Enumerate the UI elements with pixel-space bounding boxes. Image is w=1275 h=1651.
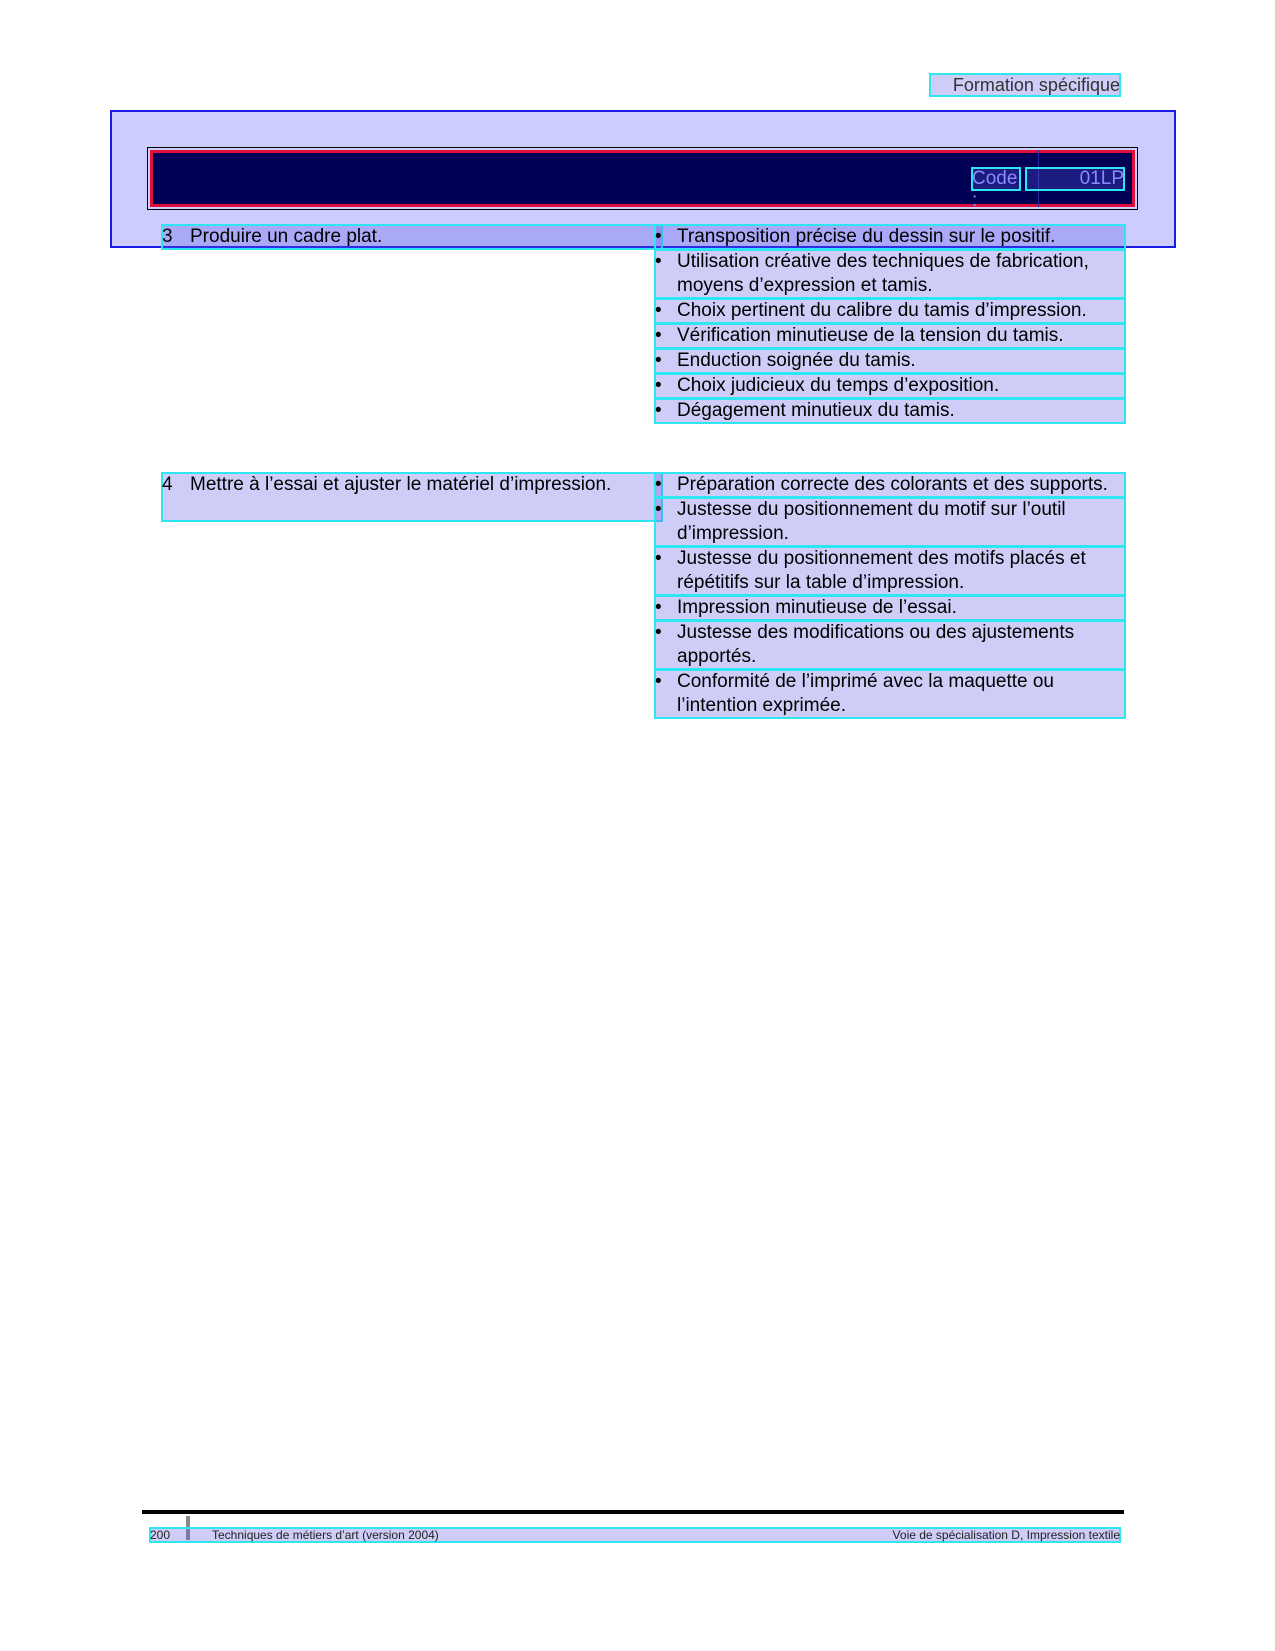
- code-label: Code :: [972, 168, 1020, 190]
- criterion-text: Justesse du positionnement du motif sur l’outil d’impression.: [677, 499, 1066, 544]
- criterion-item: [655, 250, 1125, 298]
- criterion-text: Choix judicieux du temps d’exposition.: [677, 375, 1000, 396]
- criterion-item: [655, 498, 1125, 546]
- criterion-text: Conformité de l’imprimé avec la maquette ou l’intention exprimée.: [677, 671, 1055, 716]
- bullet-icon: •: [655, 400, 662, 421]
- footer-document-title: Techniques de métiers d’art (version 2004): [212, 1528, 439, 1542]
- criterion-text: Impression minutieuse de l’essai.: [677, 597, 957, 618]
- section-header: Formation spécifique: [930, 74, 1120, 96]
- criterion-item: [655, 670, 1125, 718]
- bullet-icon: •: [655, 325, 662, 346]
- criterion-item: [655, 473, 1125, 497]
- bullet-icon: •: [655, 548, 662, 569]
- element-text: Produire un cadre plat.: [190, 226, 383, 247]
- footer-specialization: Voie de spécialisation D, Impression textile: [892, 1528, 1120, 1542]
- bullet-icon: •: [655, 499, 662, 520]
- criterion-item: [655, 399, 1125, 423]
- footer-rule: [142, 1510, 1124, 1514]
- criterion-text: Justesse des modifications ou des ajustements apportés.: [677, 622, 1075, 667]
- criterion-text: Utilisation créative des techniques de fabrication, moyens d’expression et tamis.: [677, 251, 1089, 296]
- criterion-item: [655, 299, 1125, 323]
- element-number: 3: [162, 226, 173, 247]
- criterion-text: Choix pertinent du calibre du tamis d’impression.: [677, 300, 1087, 321]
- bullet-icon: •: [655, 622, 662, 643]
- criterion-text: Justesse du positionnement des motifs placés et répétitifs sur la table d’impression.: [677, 548, 1086, 593]
- element-row-4: [162, 473, 662, 521]
- criterion-item: [655, 596, 1125, 620]
- bullet-icon: •: [655, 597, 662, 618]
- criterion-item: [655, 621, 1125, 669]
- criterion-text: Transposition précise du dessin sur le positif.: [677, 226, 1056, 247]
- bullet-icon: •: [655, 300, 662, 321]
- bullet-icon: •: [655, 251, 662, 272]
- criterion-item: [655, 349, 1125, 373]
- bullet-icon: •: [655, 474, 662, 495]
- bullet-icon: •: [655, 671, 662, 692]
- element-row-3: [162, 225, 662, 249]
- bullet-icon: •: [655, 226, 662, 247]
- criterion-item: [655, 547, 1125, 595]
- footer-page-number: 200: [150, 1528, 171, 1542]
- bullet-icon: •: [655, 350, 662, 371]
- bullet-icon: •: [655, 375, 662, 396]
- criteria-list-3: [655, 225, 1125, 424]
- element-text: Mettre à l’essai et ajuster le matériel d’impression.: [190, 474, 612, 495]
- criterion-text: Dégagement minutieux du tamis.: [677, 400, 955, 421]
- criterion-item: [655, 324, 1125, 348]
- criterion-text: Vérification minutieuse de la tension du tamis.: [677, 325, 1064, 346]
- criterion-item: [655, 374, 1125, 398]
- criteria-list-4: [655, 473, 1125, 719]
- criterion-text: Préparation correcte des colorants et des supports.: [677, 474, 1108, 495]
- criterion-item: [655, 225, 1125, 249]
- criterion-text: Enduction soignée du tamis.: [677, 350, 916, 371]
- element-number: 4: [162, 474, 173, 495]
- code-value: 01LP: [1026, 168, 1124, 190]
